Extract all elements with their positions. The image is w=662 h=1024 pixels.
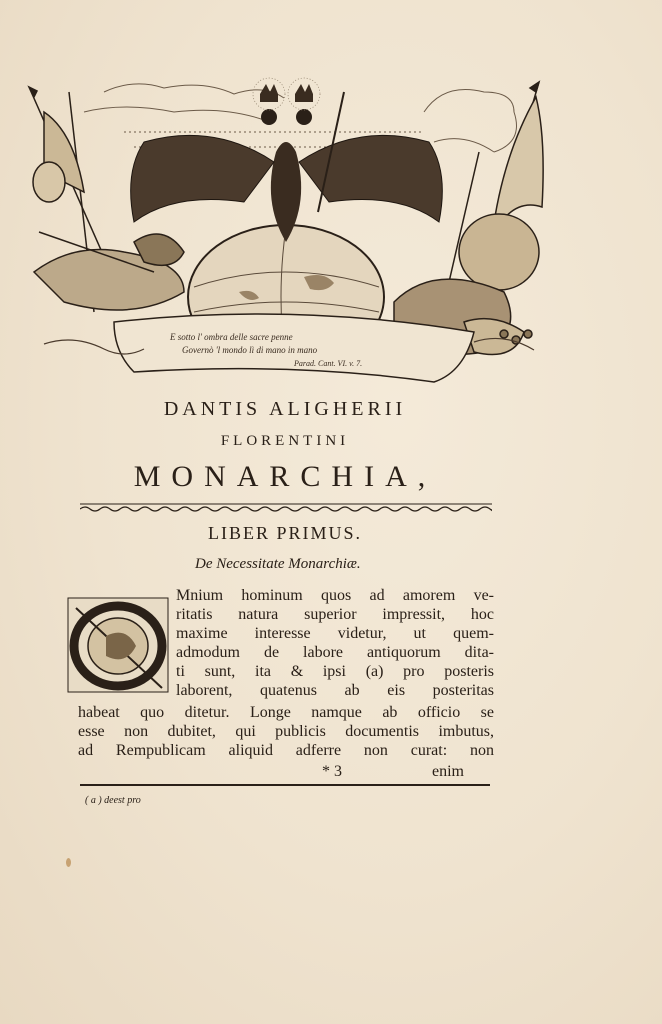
- body-line-1: Mnium hominum quos ad amorem ve-: [176, 587, 494, 604]
- right-trophies: [394, 82, 543, 355]
- engraved-headpiece: [24, 72, 554, 392]
- ink-spot: [66, 858, 71, 867]
- signature-mark: * 3: [322, 763, 342, 780]
- body-line-4: admodum de labore antiquorum dita-: [176, 644, 494, 661]
- footnote-rule: [80, 784, 490, 786]
- body-line-3: maxime interesse videtur, ut quem-: [176, 625, 494, 642]
- double-headed-eagle: [131, 78, 443, 242]
- ornamental-rule: [80, 502, 492, 514]
- body-line-6: laborent, quatenus ab eis posteritas: [176, 682, 494, 699]
- author-name: DANTIS ALIGHERII: [163, 398, 407, 420]
- decorated-initial-o: [66, 596, 170, 694]
- body-line-2: ritatis natura superior impressit, hoc: [176, 606, 494, 623]
- chapter-subheading: De Necessitate Monarchiæ.: [195, 556, 361, 572]
- catchword: enim: [432, 763, 464, 780]
- body-line-8: esse non dubitet, qui publicis documentis imbutus,: [78, 723, 494, 740]
- body-line-9: ad Rempublicam aliquid adferre non curat: non: [78, 742, 494, 759]
- author-origin: FLORENTINI: [220, 433, 350, 449]
- motto-citation: Parad. Cant. VI. v. 7.: [294, 359, 363, 368]
- body-line-7: habeat quo ditetur. Longe namque ab officio se: [78, 704, 494, 721]
- body-line-5: ti sunt, ita & ipsi (a) pro posteris: [176, 663, 494, 680]
- motto-line-1: E sotto l' ombra delle sacre penne: [170, 332, 293, 342]
- motto-line-2: Governò 'l mondo lì di mano in mano: [182, 345, 318, 355]
- book-heading: LIBER PRIMUS.: [207, 523, 363, 543]
- footnote: ( a ) deest pro: [85, 795, 141, 806]
- work-title: MONARCHIA,: [133, 460, 437, 493]
